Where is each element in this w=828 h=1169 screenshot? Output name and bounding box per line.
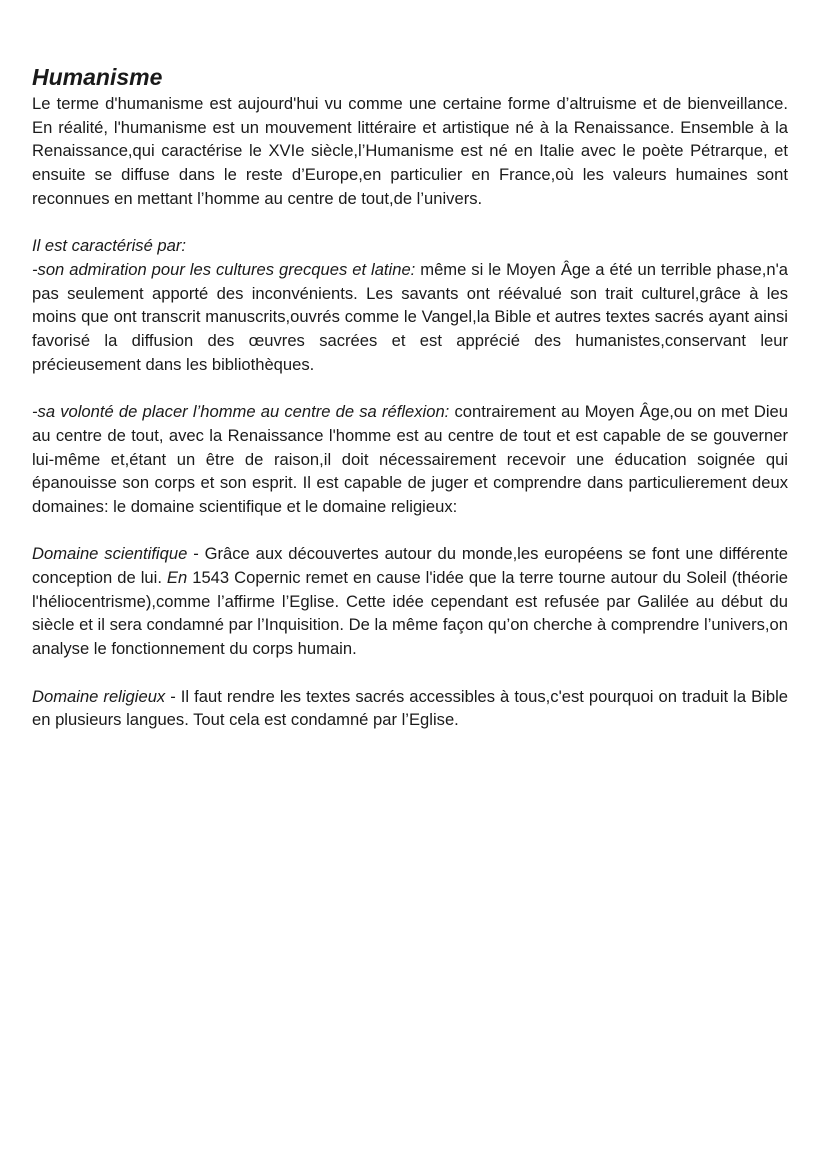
- domain-religion-paragraph: [32, 685, 788, 732]
- document-title: Humanisme: [32, 64, 163, 90]
- point-admiration-paragraph: [32, 258, 788, 377]
- point-homme-centre-paragraph: [32, 400, 788, 519]
- point-homme-centre-text: contrairement au Moyen Âge,ou on met Dieu au centre de tout, avec la Renaissance l'homme est au centre de tout et est capable de se gouverner lui-même et,étant un être de raison,il doit nécessairement recevoir une éducation soignée qui épanouisse son corps et son esprit. Il est capable de juger et comprendre dans particulierement deux domaines: le domaine scientifique et le domaine religieux:: [32, 402, 788, 516]
- domain-religion-lead: Domaine religieux: [32, 686, 166, 706]
- domain-science-paragraph: [32, 542, 788, 661]
- domain-science-en: En: [166, 568, 188, 588]
- point-admiration-lead: -son admiration pour les cultures grecques et latine:: [32, 259, 416, 279]
- domain-religion-text: - Il faut rendre les textes sacrés accessibles à tous,c'est pourquoi on traduit la Bible en plusieurs langues. Tout cela est condamné par l’Eglise.: [32, 686, 788, 730]
- domain-science-text-2: 1543 Copernic remet en cause l'idée que la terre tourne autour du Soleil (théorie l'héliocentrisme),comme l’affirme l’Eglise. Cette idée cependant est refusée par Galilée au début du siècle et il sera condamné par l’Inquisition. De la même façon qu’on cherche à comprendre l’univers,on analyse le fonctionnement du corps humain.: [32, 568, 788, 659]
- point-admiration-text: même si le Moyen Âge a été un terrible phase,n'a pas seulement apporté des inconvénients. Les savants ont réévalué son trait culturel,grâce à les moins que ont transcrit manuscrits,ouvrés comme le Vangel,la Bible et autres textes sacrés ayant ainsi favorisé la diffusion des œuvres sacrées et est apprécié des humanistes,conservant leur précieusement dans les bibliothèques.: [32, 259, 789, 374]
- document-page: [32, 62, 788, 732]
- domain-science-text-1: - Grâce aux découvertes autour du monde,les européens se font une différente conception de lui.: [32, 544, 788, 588]
- domain-science-lead: Domaine scientifique: [32, 544, 188, 564]
- point-homme-centre-lead: -sa volonté de placer l’homme au centre de sa réflexion:: [32, 402, 450, 422]
- intro-paragraph: Le terme d'humanisme est aujourd'hui vu comme une certaine forme d’altruisme et de bienveillance. En réalité, l'humanisme est un mouvement littéraire et artistique né à la Renaissance. Ensemble à la Renaissance,qui caractérise le XVIe siècle,l’Humanisme est né en Italie avec le poète Pétrarque, et ensuite se diffuse dans le reste d’Europe,en particulier en France,où les valeurs humaines sont reconnues en mettant l’homme au centre de tout,de l’univers.: [32, 94, 788, 208]
- characterized-heading: [32, 234, 788, 258]
- characterized-heading-text: Il est caractérisé par:: [32, 236, 187, 256]
